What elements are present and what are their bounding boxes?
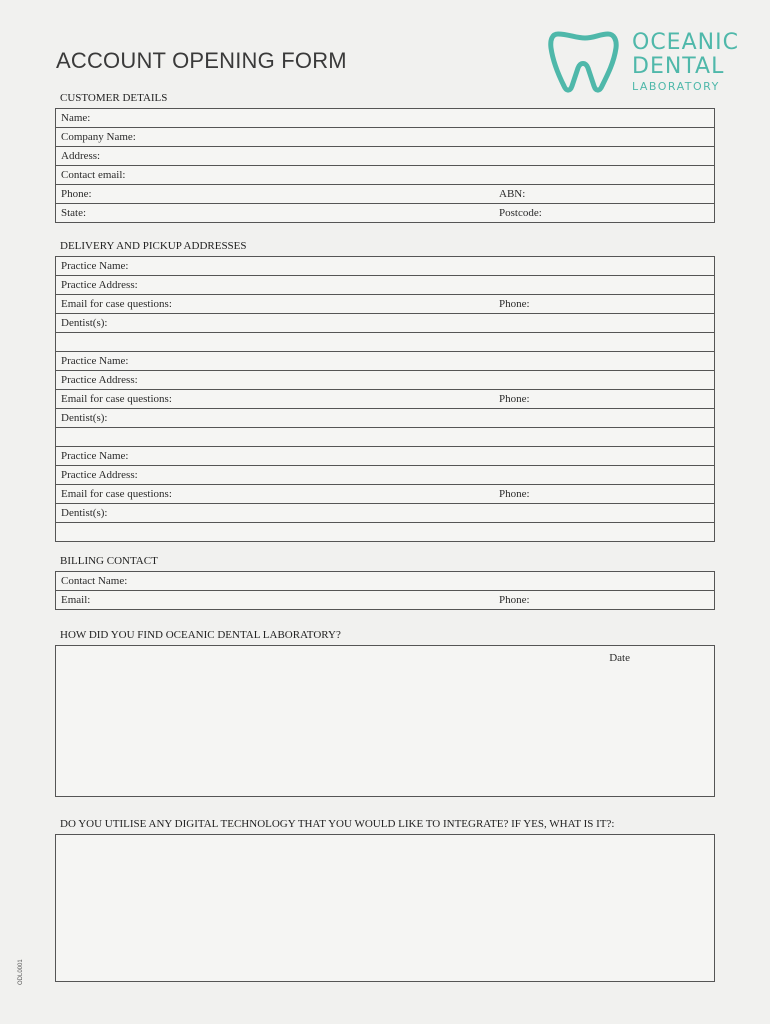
dentists-row[interactable] (56, 504, 714, 523)
name-label: Name: (61, 112, 91, 124)
logo-text-laboratory: LABORATORY (632, 80, 720, 93)
customer-details-table (55, 108, 715, 223)
company-label: Company Name: (61, 131, 136, 143)
email-case-label: Email for case questions: (61, 298, 172, 310)
delivery-table (55, 256, 715, 542)
practice-name-row[interactable] (56, 257, 714, 276)
billing-table (55, 571, 715, 610)
customer-details-heading: CUSTOMER DETAILS (60, 92, 168, 104)
email-case-label: Email for case questions: (61, 488, 172, 500)
dentists-row[interactable] (56, 314, 714, 333)
billing-email-label: Email: (61, 594, 91, 606)
page-title: ACCOUNT OPENING FORM (56, 48, 347, 73)
practice-name-label: Practice Name: (61, 260, 129, 272)
email-case-label: Email for case questions: (61, 393, 172, 405)
logo-text-dental: DENTAL (632, 54, 725, 79)
practice-address-row[interactable] (56, 371, 714, 390)
email-case-row[interactable] (56, 390, 714, 409)
blank-row[interactable] (56, 333, 714, 352)
contact-name-row[interactable] (56, 572, 714, 591)
digital-heading: DO YOU UTILISE ANY DIGITAL TECHNOLOGY THAT YOU WOULD LIKE TO INTEGRATE? IF YES, WHAT IS IT?: (60, 818, 615, 830)
email-case-row[interactable] (56, 295, 714, 314)
phone-label: Phone: (61, 188, 92, 200)
billing-heading: BILLING CONTACT (60, 555, 158, 567)
contact-name-label: Contact Name: (61, 575, 128, 587)
logo-text-oceanic: OCEANIC (632, 30, 739, 55)
delivery-phone-label: Phone: (499, 298, 530, 310)
practice-name-label: Practice Name: (61, 355, 129, 367)
digital-textarea[interactable] (55, 834, 715, 982)
dentists-label: Dentist(s): (61, 412, 108, 424)
practice-address-label: Practice Address: (61, 374, 138, 386)
find-textarea[interactable] (55, 645, 715, 797)
practice-name-label: Practice Name: (61, 450, 129, 462)
contact-email-row[interactable] (56, 166, 714, 185)
blank-row[interactable] (56, 523, 714, 541)
billing-email-row[interactable] (56, 591, 714, 609)
practice-address-row[interactable] (56, 276, 714, 295)
dentists-label: Dentist(s): (61, 317, 108, 329)
state-label: State: (61, 207, 87, 219)
delivery-phone-label: Phone: (499, 488, 530, 500)
practice-address-row[interactable] (56, 466, 714, 485)
dentists-label: Dentist(s): (61, 507, 108, 519)
name-row[interactable] (56, 109, 714, 128)
practice-address-label: Practice Address: (61, 469, 138, 481)
practice-name-row[interactable] (56, 352, 714, 371)
billing-phone-label: Phone: (499, 594, 530, 606)
tooth-icon (548, 28, 622, 98)
contact-email-label: Contact email: (61, 169, 126, 181)
address-label: Address: (61, 150, 101, 162)
company-logo (548, 28, 739, 100)
address-row[interactable] (56, 147, 714, 166)
practice-name-row[interactable] (56, 447, 714, 466)
delivery-heading: DELIVERY AND PICKUP ADDRESSES (60, 240, 247, 252)
phone-abn-row[interactable] (56, 185, 714, 204)
abn-label: ABN: (499, 188, 526, 200)
postcode-label: Postcode: (499, 207, 542, 219)
practice-address-label: Practice Address: (61, 279, 138, 291)
company-row[interactable] (56, 128, 714, 147)
find-heading: HOW DID YOU FIND OCEANIC DENTAL LABORATORY? (60, 629, 341, 641)
document-code: ODL0001 (18, 959, 24, 985)
email-case-row[interactable] (56, 485, 714, 504)
dentists-row[interactable] (56, 409, 714, 428)
state-postcode-row[interactable] (56, 204, 714, 222)
delivery-phone-label: Phone: (499, 393, 530, 405)
date-label: Date (609, 652, 630, 664)
blank-row[interactable] (56, 428, 714, 447)
